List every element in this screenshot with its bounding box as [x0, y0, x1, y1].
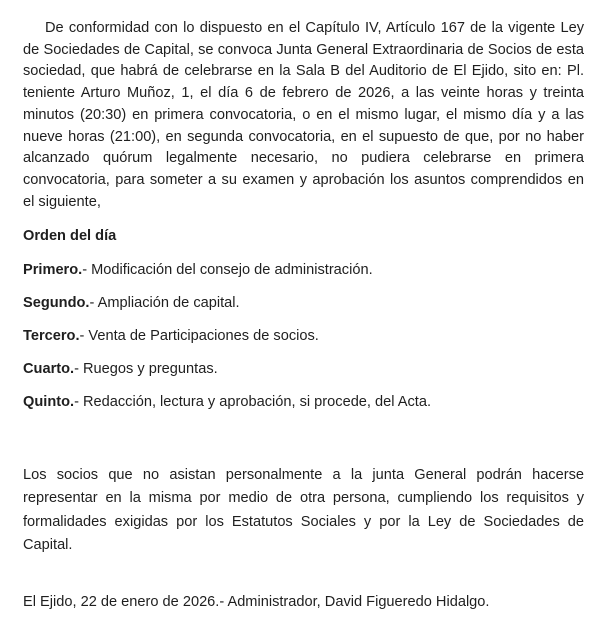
- agenda-item-quinto-ordinal: Quinto.: [23, 394, 75, 411]
- agenda-item-cuarto: [23, 359, 584, 381]
- agenda-item-segundo-text: - Ampliación de capital.: [89, 294, 240, 311]
- agenda-item-primero-text: - Modificación del consejo de administración.: [82, 261, 373, 278]
- agenda-item-segundo: [23, 293, 584, 315]
- agenda-item-cuarto-ordinal: Cuarto.: [23, 361, 75, 378]
- agenda-item-tercero-ordinal: Tercero.: [23, 327, 80, 344]
- agenda-item-tercero-text: - Venta de Participaciones de socios.: [79, 327, 319, 344]
- agenda-item-primero-ordinal: Primero.: [23, 261, 83, 278]
- agenda-heading: Orden del día: [23, 228, 117, 245]
- agenda-item-cuarto-text: - Ruegos y preguntas.: [74, 361, 218, 378]
- intro-paragraph: De conformidad con lo dispuesto en el Capítulo IV, Artículo 167 de la vigente Ley de Sociedades de Capital, se convoca Junta General Extraordinaria de Socios de esta sociedad, que habrá de celebrarse en la Sala B del Auditorio de El Ejido, sito en: Pl. teniente Arturo Muñoz, 1, el día 6 de febrero de 2026, a las veinte horas y treinta minutos (20:30) en primera convocatoria, o en el mismo lugar, el mismo día y a las nueve horas (21:00), en segunda convocatoria, en el supuesto de que, por no haber alcanzado quórum legalmente necesario, no pudiera celebrarse en primera convocatoria, para someter a su examen y aprobación los asuntos comprendidos en el siguiente,: [23, 20, 584, 210]
- agenda-item-primero: [23, 260, 584, 282]
- agenda-item-tercero: [23, 326, 584, 348]
- agenda-item-quinto-text: - Redacción, lectura y aprobación, si procede, del Acta.: [74, 394, 432, 411]
- agenda-item-segundo-ordinal: Segundo.: [23, 294, 90, 311]
- proxy-paragraph: Los socios que no asistan personalmente a la junta General podrán hacerse representar en la misma por medio de otra persona, cumpliendo los requisitos y formalidades exigidas por los Estatutos Sociales y por la Ley de Sociedades de Capital.: [23, 467, 584, 553]
- closing-line: El Ejido, 22 de enero de 2026.- Administrador, David Figueredo Hidalgo.: [23, 594, 490, 611]
- agenda-item-quinto: [23, 392, 584, 414]
